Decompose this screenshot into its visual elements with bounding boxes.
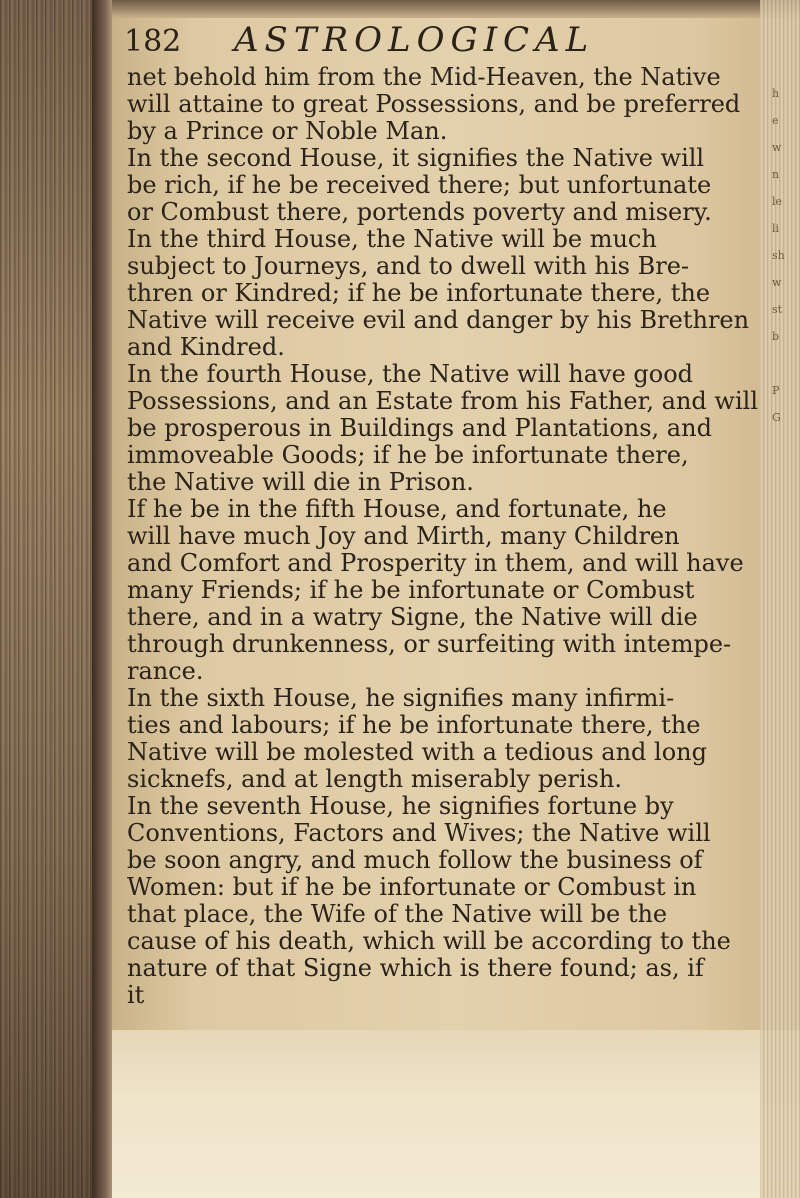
marginalia-fragment: w	[772, 141, 782, 154]
text-line: be soon angry, and much follow the business of	[127, 847, 703, 874]
marginalia-fragment	[772, 917, 796, 944]
text-line: and Comfort and Prosperity in them, and will have	[127, 550, 744, 577]
marginalia-fragment	[772, 836, 796, 863]
marginalia-fragment	[772, 593, 796, 620]
text-line: nature of that Signe which is there found; as, if	[127, 955, 704, 982]
marginalia-fragment	[772, 971, 796, 998]
marginalia-fragment	[772, 458, 796, 485]
marginalia-fragment: le	[772, 195, 783, 208]
marginalia-fragment: G	[772, 411, 781, 424]
text-line: net behold him from the Mid-Heaven, the Native	[127, 64, 721, 91]
marginalia-fragment	[772, 809, 796, 836]
text-line: sicknefs, and at length miserably perish.	[127, 766, 622, 793]
text-line: thren or Kindred; if he be infortunate there, the	[127, 280, 711, 307]
marginalia-fragment	[772, 863, 796, 890]
running-title: ASTROLOGICAL	[234, 20, 595, 60]
marginalia-fragment	[772, 890, 796, 917]
text-line: In the sixth House, he signifies many infirmi-	[127, 685, 675, 712]
marginalia-fragment: w	[772, 276, 782, 289]
marginalia-fragment	[772, 539, 796, 566]
marginalia-fragment	[772, 566, 796, 593]
marginalia-fragment	[772, 728, 796, 755]
text-line: In the second House, it signifies the Native will	[127, 145, 705, 172]
text-line: In the fourth House, the Native will have good	[127, 361, 694, 388]
marginalia-fragment: st	[772, 303, 783, 316]
text-line: ties and labours; if he be infortunate there, the	[127, 712, 701, 739]
text-line: Native will be molested with a tedious and long	[127, 739, 707, 766]
marginalia-fragment	[772, 674, 796, 701]
text-line: by a Prince or Noble Man.	[127, 118, 448, 145]
text-line: be prosperous in Buildings and Plantations, and	[127, 415, 712, 442]
text-line: through drunkenness, or surfeiting with intempe-	[127, 631, 732, 658]
marginalia-fragment: b	[772, 330, 780, 343]
text-line: be rich, if he be received there; but unfortunate	[127, 172, 712, 199]
body-text	[127, 64, 767, 1009]
text-line: immoveable Goods; if he be infortunate there,	[127, 442, 689, 469]
text-line: In the seventh House, he signifies fortune by	[127, 793, 674, 820]
marginalia-fragment	[772, 782, 796, 809]
marginalia-fragment: P	[772, 384, 780, 397]
page-top-shadow	[112, 0, 800, 18]
book-page	[112, 0, 800, 1198]
marginalia-fragment	[772, 350, 796, 377]
text-line: Possessions, and an Estate from his Father, and will	[127, 388, 758, 415]
text-line: subject to Journeys, and to dwell with his Bre-	[127, 253, 690, 280]
marginalia-fragment	[772, 485, 796, 512]
page-header	[124, 20, 764, 66]
marginalia-fragment: li	[772, 222, 780, 235]
marginalia-fragment: n	[772, 168, 780, 181]
text-line: that place, the Wife of the Native will be the	[127, 901, 668, 928]
marginalia-fragment	[772, 431, 796, 458]
text-line: Native will receive evil and danger by his Brethren	[127, 307, 750, 334]
marginalia-fragment: sh	[772, 249, 785, 262]
marginalia-fragment: e	[772, 114, 779, 127]
text-line: or Combust there, portends poverty and misery.	[127, 199, 712, 226]
marginalia-fragment	[772, 647, 796, 674]
text-line: the Native will die in Prison.	[127, 469, 474, 496]
text-line: Conventions, Factors and Wives; the Native will	[127, 820, 711, 847]
marginalia-fragment	[772, 944, 796, 971]
marginalia-fragment: h	[772, 87, 780, 100]
text-line: cause of his death, which will be according to the	[127, 928, 731, 955]
text-line: In the third House, the Native will be much	[127, 226, 657, 253]
facing-page-marginalia	[772, 80, 796, 998]
book-spine	[92, 0, 114, 1198]
marginalia-fragment	[772, 701, 796, 728]
text-line: and Kindred.	[127, 334, 285, 361]
marginalia-fragment	[772, 512, 796, 539]
text-line: there, and in a watry Signe, the Native will die	[127, 604, 698, 631]
text-line: many Friends; if he be infortunate or Combust	[127, 577, 695, 604]
text-line: it	[127, 982, 145, 1009]
text-line: will attaine to great Possessions, and be preferred	[127, 91, 741, 118]
text-line: will have much Joy and Mirth, many Children	[127, 523, 680, 550]
text-line: If he be in the fifth House, and fortunate, he	[127, 496, 667, 523]
marginalia-fragment	[772, 755, 796, 782]
text-line: Women: but if he be infortunate or Combust in	[127, 874, 697, 901]
page-number: 182	[124, 24, 182, 59]
page-bottom-margin	[112, 1030, 800, 1198]
text-line: rance.	[127, 658, 204, 685]
marginalia-fragment	[772, 620, 796, 647]
